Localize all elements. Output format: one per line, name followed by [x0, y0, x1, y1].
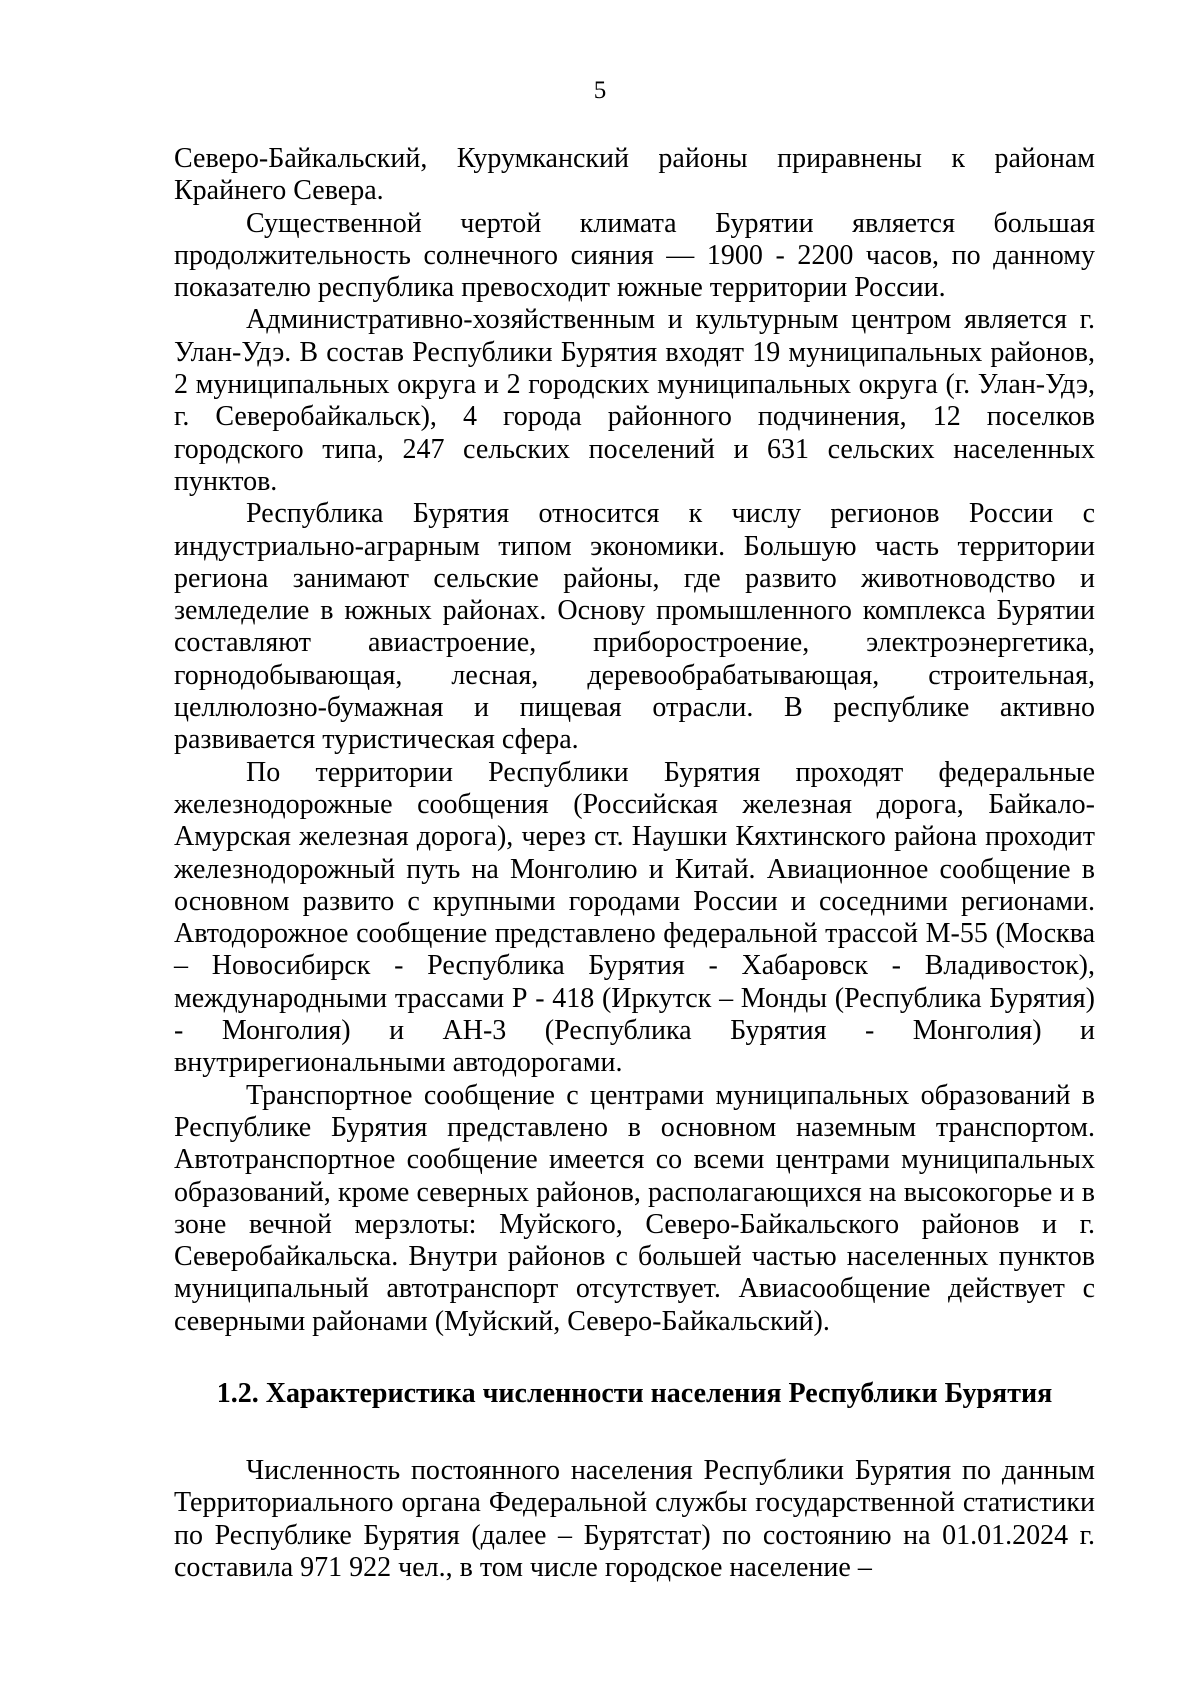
paragraph-population: Численность постоянного населения Республики Бурятия по данным Территориального органа Федеральной службы государственной статистики по Республике Бурятия (далее – Бурятстат) по состоянию на 01.01.2024 г. составила 971 922 чел., в том числе городское население –	[174, 1454, 1095, 1583]
paragraph-transport-routes: По территории Республики Бурятия проходят федеральные железнодорожные сообщения (Российская железная дорога, Байкало-Амурская железная дорога), через ст. Наушки Кяхтинского района проходит железнодорожный путь на Монголию и Китай. Авиационное сообщение в основном развито с крупными городами России и соседними регионами. Автодорожное сообщение представлено федеральной трассой М-55 (Москва – Новосибирск - Республика Бурятия - Хабаровск - Владивосток), международными трассами Р - 418 (Иркутск – Монды (Республика Бурятия) - Монголия) и АН-3 (Республика Бурятия - Монголия) и внутрирегиональными автодорогами.	[174, 756, 1095, 1079]
paragraph-far-north-districts: Северо-Байкальский, Курумканский районы приравнены к районам Крайнего Севера.	[174, 143, 1095, 207]
paragraph-climate-sunshine: Существенной чертой климата Бурятии является большая продолжительность солнечного сияния — 1900 - 2200 часов, по данному показателю республика превосходит южные территории России.	[174, 207, 1095, 304]
section-heading: 1.2. Характеристика численности населения Республики Бурятия	[216, 1377, 1053, 1409]
paragraph-administrative-center: Административно-хозяйственным и культурным центром является г. Улан-Удэ. В состав Республики Бурятия входят 19 муниципальных районов, 2 муниципальных округа и 2 городских муниципальных округа (г. Улан-Удэ, г. Северобайкальск), 4 города районного подчинения, 12 поселков городского типа, 247 сельских поселений и 631 сельских населенных пунктов.	[174, 304, 1095, 497]
paragraph-municipal-transport: Транспортное сообщение с центрами муниципальных образований в Республике Бурятия представлено в основном наземным транспортом. Автотранспортное сообщение имеется со всеми центрами муниципальных образований, кроме северных районов, располагающихся на высокогорье и в зоне вечной мерзлоты: Муйского, Северо-Байкальского районов и г. Северобайкальска. Внутри районов с большей частью населенных пунктов муниципальный автотранспорт отсутствует. Авиасообщение действует с северными районами (Муйский, Северо-Байкальский).	[174, 1079, 1095, 1337]
paragraph-economy: Республика Бурятия относится к числу регионов России с индустриально-аграрным типом экономики. Большую часть территории региона занимают сельские районы, где развито животноводство и земледелие в южных районах. Основу промышленного комплекса Бурятии составляют авиастроение, приборостроение, электроэнергетика, горнодобывающая, лесная, деревообрабатывающая, строительная, целлюлозно-бумажная и пищевая отрасли. В республике активно развивается туристическая сфера.	[174, 498, 1095, 756]
document-body	[174, 143, 1095, 1584]
page-number: 5	[593, 77, 607, 104]
